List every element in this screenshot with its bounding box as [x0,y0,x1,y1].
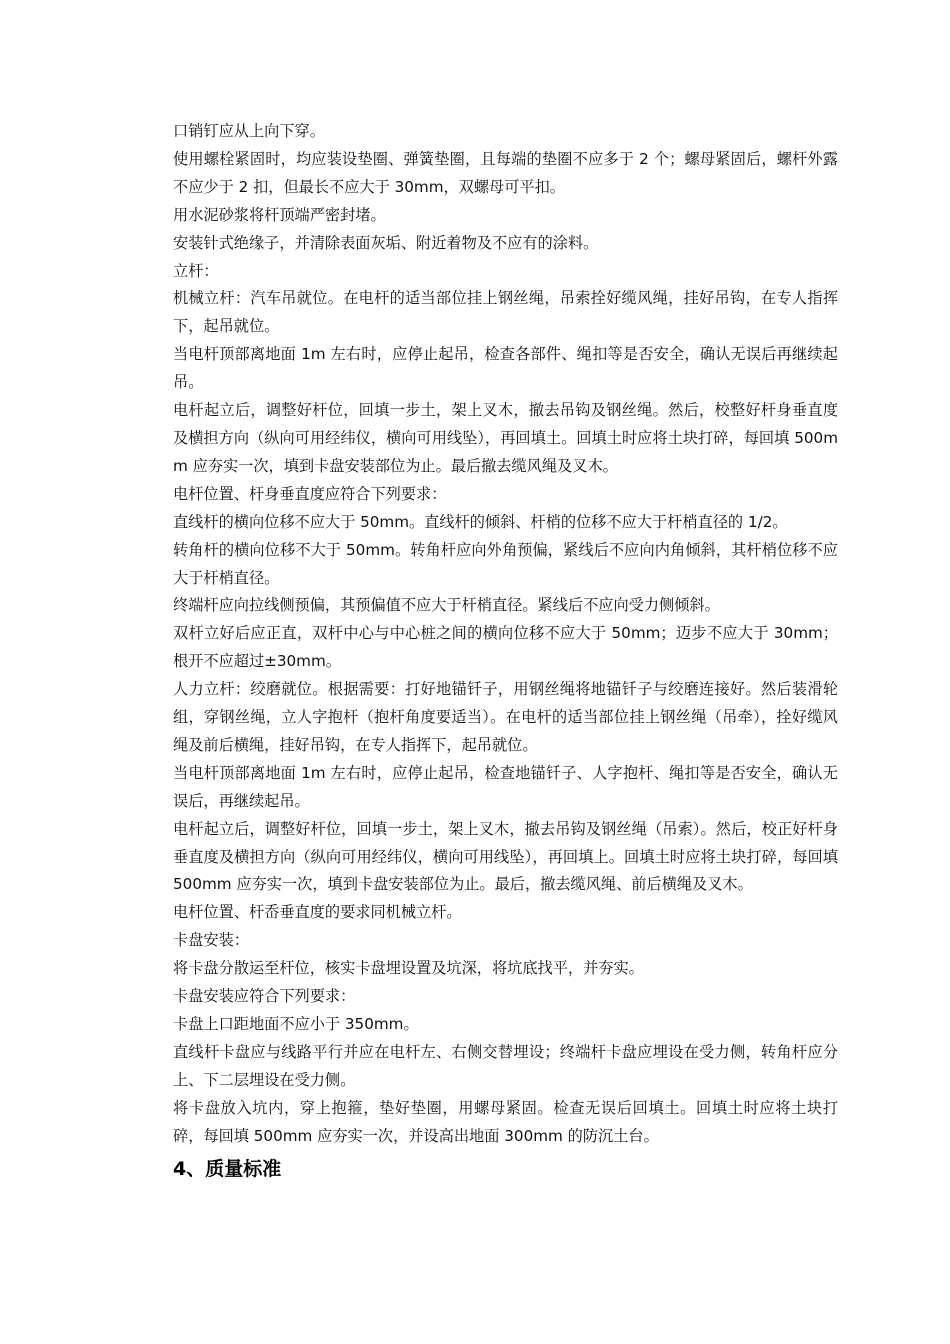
paragraph-double-pole: 双杆立好后应正直，双杆中心与中心桩之间的横向位移不应大于 50mm；迈步不应大于 30mm；根开不应超过±30mm。 [173,624,838,671]
paragraph-chuck-plate-requirements: 卡盘安装应符合下列要求： [173,987,356,1006]
paragraph-manual-erection: 人力立杆：绞磨就位。根据需要：打好地锚钎子，用钢丝绳将地锚钎子与绞磨连接好。然后装滑轮组，穿钢丝绳，立人字抱杆（抱杆角度要适当）。在电杆的适当部位挂上钢丝绳（吊牵），拴好缆风绳及前后横绳，挂好吊钩，在专人指挥下，起吊就位。 [173,680,838,754]
paragraph-chuck-plate-transport: 将卡盘分散运至杆位，核实卡盘埋设置及坑深，将坑底找平，并夯实。 [173,959,644,978]
document-body [173,118,838,1187]
paragraph-chuck-plate-title: 卡盘安装： [173,931,249,950]
paragraph-position-requirements: 电杆位置、杆身垂直度应符合下列要求： [173,484,447,503]
paragraph-mechanical-erection: 机械立杆：汽车吊就位。在电杆的适当部位挂上钢丝绳，吊索拴好缆风绳，挂好吊钩，在专人指挥下，起吊就位。 [173,289,838,336]
paragraph-mechanical-backfill: 电杆起立后，调整好杆位，回填一步土，架上叉木，撤去吊钩及钢丝绳。然后，校整好杆身垂直度及横担方向（纵向可用经纬仪，横向可用线坠），再回填土。回填土时应将土块打碎，每回填 500mm 应夯实一次，填到卡盘安装部位为止。最后撤去缆风绳及叉木。 [173,401,838,475]
paragraph-chuck-plate-install: 将卡盘放入坑内，穿上抱箍，垫好垫圈，用螺母紧固。检查无误后回填土。回填土时应将土块打碎，每回填 500mm 应夯实一次，并设高出地面 300mm 的防沉土台。 [173,1098,838,1145]
paragraph-manual-pause-check: 当电杆顶部离地面 1m 左右时，应停止起吊，检查地锚钎子、人字抱杆、绳扣等是否安全，确认无误后，再继续起吊。 [173,763,838,810]
section-heading-quality-standard: 4、质量标准 [173,1157,282,1180]
paragraph-straight-pole: 直线杆的横向位移不应大于 50mm。直线杆的倾斜、杆梢的位移不应大于杆梢直径的 1/2。 [173,512,788,531]
paragraph-pole-erection-title: 立杆： [173,261,219,280]
paragraph-cotter-pin: 口销钉应从上向下穿。 [173,122,325,140]
paragraph-manual-backfill: 电杆起立后，调整好杆位，回填一步土，架上叉木，撤去吊钩及钢丝绳（吊索）。然后，校正好杆身垂直度及横担方向（纵向可用经纬仪，横向可用线坠），再回填上。回填土时应将土块打碎，每回填 500mm 应夯实一次，填到卡盘安装部位为止。最后，撤去缆风绳、前后横绳及叉木。 [173,819,838,894]
paragraph-manual-requirements: 电杆位置、杆岙垂直度的要求同机械立杆。 [173,903,462,922]
paragraph-bolt-fastening: 使用螺栓紧固时，均应装设垫圈、弹簧垫圈，且每端的垫圈不应多于 2 个；螺母紧固后，螺杆外露不应少于 2 扣，但最长不应大于 30mm，双螺母可平扣。 [173,149,838,196]
paragraph-insulator: 安装针式绝缘子，并清除表面灰垢、附近着物及不应有的涂料。 [173,233,599,252]
paragraph-terminal-pole: 终端杆应向拉线侧预偏，其预偏值不应大于杆梢直径。紧线后不应向受力侧倾斜。 [173,596,720,615]
paragraph-chuck-plate-placement: 直线杆卡盘应与线路平行并应在电杆左、右侧交替埋设；终端杆卡盘应埋设在受力侧，转角杆应分上、下二层埋设在受力侧。 [173,1042,838,1089]
paragraph-mechanical-pause-check: 当电杆顶部离地面 1m 左右时，应停止起吊，检查各部件、绳扣等是否安全，确认无误后再继续起吊。 [173,345,838,392]
paragraph-chuck-plate-depth: 卡盘上口距地面不应小于 350mm。 [173,1015,419,1033]
paragraph-pole-top-seal: 用水泥砂浆将杆顶端严密封堵。 [173,205,386,224]
paragraph-corner-pole: 转角杆的横向位移不大于 50mm。转角杆应向外角预偏，紧线后不应向内角倾斜，其杆梢位移不应大于杆梢直径。 [173,540,838,587]
